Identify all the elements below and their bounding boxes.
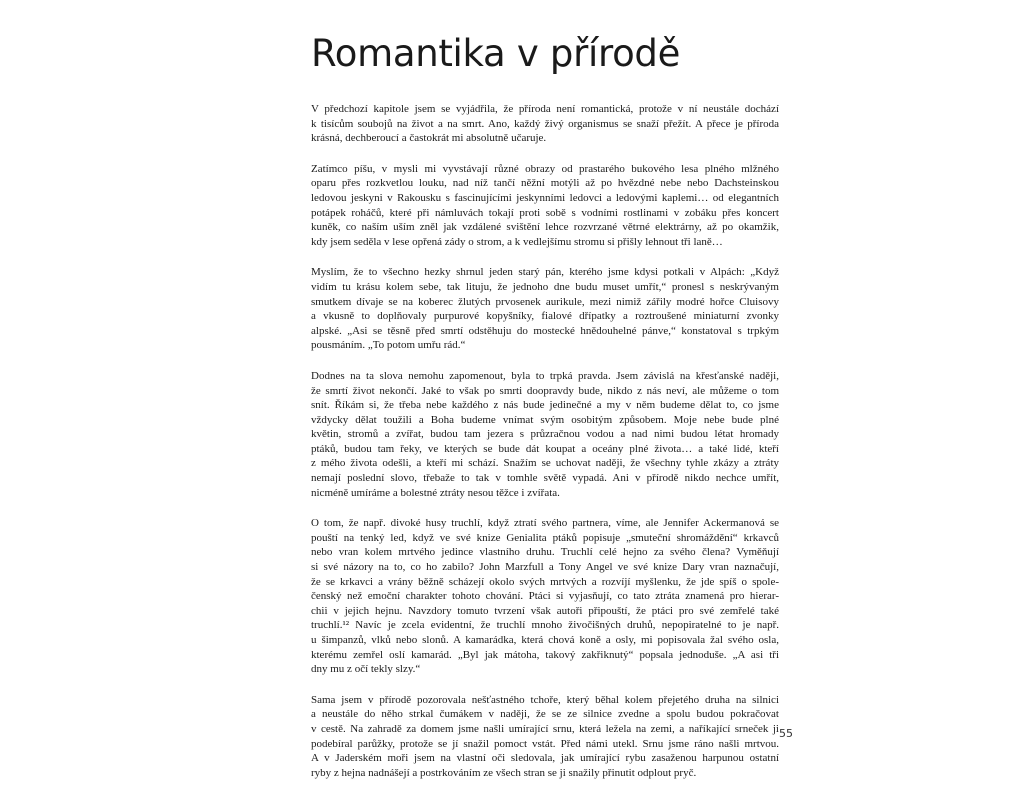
text-line: truchlí.¹² Navíc je zcela evidentní, že truchlí mnoho živočišných druhů, nepopiratelné to je např.	[311, 619, 779, 632]
text-line: chii v jejich hejnu. Navzdory tomuto tvrzení však autoři připouští, že ptáci pro své zemřelé také	[311, 604, 779, 617]
text-line: že se krkavci a vrány běžně scházejí okolo svých mrtvých a rozvíjí myšlenku, že jde spíš o spole-	[311, 575, 779, 588]
text-line: krásná, dechberoucí a častokrát mi absolutně učaruje.	[311, 132, 547, 145]
paragraph-3	[311, 265, 779, 353]
text-line: smutkem dívaje se na koberec žlutých prvosenek aurikule, mezi nimiž zářily modré hořce Cluisovy	[311, 295, 779, 308]
text-line: O tom, že např. divoké husy truchlí, když ztratí svého partnera, víme, ale Jennifer Ackermanová se	[311, 517, 779, 530]
text-line: kterému zemřel oslí kamarád. „Byl jak mátoha, takový zakřiknutý“ popsala jednoduše. „A asi tři	[311, 648, 779, 661]
text-line: ledovou jeskyni v Rakousku s fascinujícími jeskynními ledovci a ledovými kaplemi… od elegantních	[311, 191, 779, 204]
paragraph-5	[311, 516, 779, 677]
text-line: alpské. „Asi se těsně před smrtí odstěhuju do mostecké hnědouhelné pánve,“ konstatoval s trpkým	[311, 324, 779, 337]
text-line: V předchozí kapitole jsem se vyjádřila, že příroda není romantická, protože v ní neustále dochází	[311, 103, 779, 115]
paragraph-4	[311, 369, 779, 500]
text-line: květin, stromů a zvířat, budou tam jezera s průzračnou vodou a nad nimi budou létat hromady	[311, 428, 779, 441]
text-line: nemají poslední slovo, třebaže to tak v tomhle světě vypadá. Ani v přírodě nikdo nechce umřít,	[311, 472, 779, 485]
text-line: ryby z hejna nadnášejí a postrkováním ze všech stran se ji snažily přinutit odplout pryč.	[311, 766, 697, 779]
text-line: pouští na tenký led, když ve své knize Genialita ptáků popisuje „smuteční shromáždění“ krkavců	[311, 531, 779, 544]
text-line: vidím tu krásu kolem sebe, tak lituju, že jednoho dne budu muset umřít,“ pronesl s neskrývaným	[311, 280, 779, 293]
chapter-body	[311, 102, 779, 796]
paragraph-6	[311, 693, 779, 781]
text-line: Myslím, že to všechno hezky shrnul jeden starý pán, kterého jsme kdysi potkali v Alpách: „Když	[311, 266, 779, 279]
text-line: kuněk, co naším uším zněl jak vzdálené svištění lehce rozvrzané větrné elektrárny, až po okamžik,	[311, 221, 779, 234]
text-line: kdy jsem seděla v lese opřená zády o strom, a k vedlejšímu stromu si přišly lehnout tři laně…	[311, 235, 723, 248]
text-line: k tisícům soubojů na život a na smrt. Ano, každý živý organismus se snaží přežít. A přece je příroda	[311, 117, 779, 130]
text-line: snít. Říkám si, že třeba nebe každého z nás bude jedinečné a my v něm budeme dělat to, co jsme	[311, 399, 779, 412]
text-line: u šimpanzů, vlků nebo slonů. A kamarádka, která chová koně a osly, mi popisovala žal svého osla,	[311, 634, 779, 646]
text-line: Dodnes na ta slova nemohu zapomenout, byla to trpká pravda. Jsem závislá na křesťanské naději,	[311, 369, 779, 382]
text-line: dny mu z očí tekly slzy.“	[311, 663, 421, 676]
text-line: podebíral parůžky, protože se jí snažil pomoct vstát. Před námi utekl. Srnu jsme ráno našli mrtvou.	[311, 737, 779, 750]
text-line: vždycky dělat toužili a Boha budeme vnímat svým osobitým způsobem. Moje nebe bude plné	[311, 413, 779, 426]
paragraph-2	[311, 162, 779, 250]
text-line: A v Jaderském moři jsem na vlastní oči sledovala, jak umírající rybu zasaženou harpunou ostatní	[311, 752, 779, 765]
text-line: nebo vran kolem mrtvého jedince vlastního druhu. Truchlí celé hejno za svého člena? Vyměňují	[311, 546, 779, 559]
text-line: ptáků, budou tam řeky, ve kterých se bude dát koupat a oceány plné života… a také lidé, kteří	[311, 442, 779, 455]
paragraph-1	[311, 102, 779, 146]
page-number: 55	[779, 727, 793, 740]
text-line: a vkusně to doplňovaly purpurové kopyšníky, fialové dřípatky a roztroušené miniaturní zvonky	[311, 310, 779, 323]
chapter-title: Romantika v přírodě	[311, 32, 681, 75]
text-line: potápek roháčů, které při námluvách tokají proti sobě s vodními rostlinami v zobáku přes koncert	[311, 206, 779, 219]
text-line: čenský než emoční charakter tohoto chování. Ptáci si vyjasňují, co tato ztráta znamená pro hierar-	[311, 590, 779, 603]
text-line: si své názory na to, co ho zabilo? John Marzfull a Tony Angel ve své knize Dary vran naznačují,	[311, 561, 779, 574]
text-line: Zatímco píšu, v mysli mi vyvstávají různé obrazy od prastarého bukového lesa plného mlžného	[311, 162, 779, 175]
text-line: nicméně umíráme a bolestné ztráty nesou těžce i zvířata.	[311, 486, 560, 499]
text-line: že smrtí život nekončí. Jaké to však po smrti doopravdy bude, nikdo z nás neví, ale můžeme o tom	[311, 384, 779, 397]
text-line: v cestě. Na zahradě za domem jsme našli umírající srnu, která ležela na zemi, a naříkající srneček ji	[311, 722, 779, 735]
text-line: oparu přes rozkvetlou louku, nad níž tančí něžní motýli až po hvězdné nebe nebo Dachsteinskou	[311, 177, 779, 190]
text-line: pousmáním. „To potom umřu rád.“	[311, 339, 466, 352]
text-line: Sama jsem v přírodě pozorovala nešťastného tchoře, který běhal kolem přejetého druha na silnici	[311, 693, 779, 706]
text-line: z mého života odešli, a kteří mi schází. Snažím se uchovat naději, že všechny tyhle zkázy a ztráty	[311, 457, 779, 470]
text-line: a neustále do něho strkal čumákem v naději, že se ze silnice zvedne a spolu budou pokračovat	[311, 708, 779, 721]
